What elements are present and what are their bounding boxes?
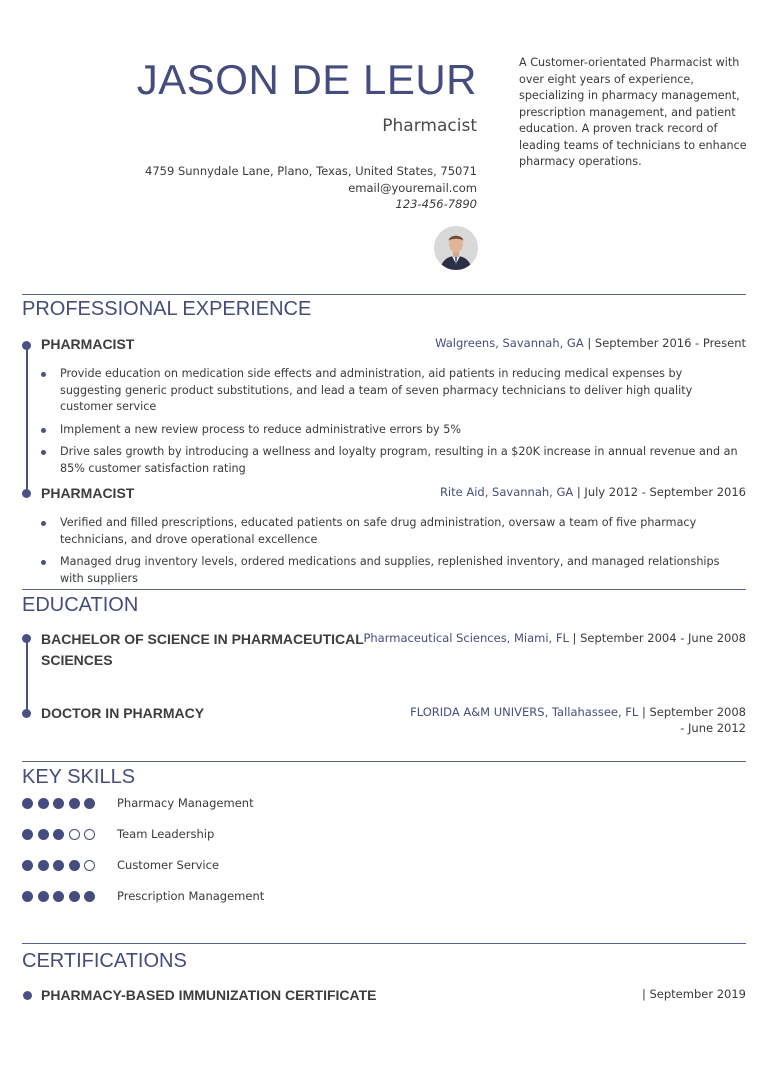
education-meta bbox=[406, 704, 746, 736]
timeline-dot bbox=[22, 489, 31, 498]
rating-dot-empty bbox=[84, 860, 95, 871]
education-timeline bbox=[26, 638, 28, 713]
job-bullets bbox=[41, 366, 746, 477]
rating-dot-filled bbox=[53, 798, 64, 809]
job-dates: | July 2012 - September 2016 bbox=[573, 485, 746, 499]
skill-name: Customer Service bbox=[117, 858, 220, 872]
divider-education bbox=[22, 589, 746, 590]
education-meta bbox=[363, 630, 746, 646]
skill-rating bbox=[22, 860, 112, 872]
rating-dot-filled bbox=[22, 891, 33, 902]
school: Pharmaceutical Sciences, Miami, FL bbox=[363, 631, 569, 645]
degree-title: DOCTOR IN PHARMACY bbox=[41, 705, 205, 721]
candidate-name: JASON DE LEUR bbox=[136, 56, 477, 103]
list-item: Managed drug inventory levels, ordered medications and supplies, replenished inventory, and managed relationships with suppliers bbox=[41, 554, 746, 587]
job-meta bbox=[440, 484, 746, 500]
rating-dot-filled bbox=[38, 891, 49, 902]
phone[interactable]: 123-456-7890 bbox=[395, 197, 477, 211]
rating-dot-filled bbox=[69, 798, 80, 809]
section-title-certifications: CERTIFICATIONS bbox=[22, 950, 187, 972]
rating-dot-empty bbox=[84, 829, 95, 840]
job-dates: | September 2016 - Present bbox=[583, 336, 746, 350]
rating-dot-filled bbox=[22, 860, 33, 871]
contact-block bbox=[145, 163, 477, 213]
skill-rating bbox=[22, 829, 112, 841]
certification-name: PHARMACY-BASED IMMUNIZATION CERTIFICATE bbox=[41, 987, 377, 1003]
skill-rating bbox=[22, 798, 112, 810]
job-title-header: Pharmacist bbox=[382, 116, 477, 136]
school: FLORIDA A&M UNIVERS, Tallahassee, FL bbox=[410, 705, 639, 719]
rating-dot-filled bbox=[38, 860, 49, 871]
rating-dot-filled bbox=[69, 891, 80, 902]
job-bullets bbox=[41, 515, 746, 587]
rating-dot-filled bbox=[53, 829, 64, 840]
rating-dot-filled bbox=[53, 860, 64, 871]
profile-summary: A Customer-orientated Pharmacist with over eight years of experience, specializing in pharmacy management, prescription management, and patient education. A proven track record of leading teams of technicians to enhance pharmacy operations. bbox=[519, 56, 747, 168]
section-title-experience: PROFESSIONAL EXPERIENCE bbox=[22, 298, 312, 320]
job-title: PHARMACIST bbox=[41, 485, 135, 501]
email[interactable]: email@youremail.com bbox=[348, 180, 477, 195]
section-title-education: EDUCATION bbox=[22, 594, 139, 616]
avatar bbox=[434, 226, 478, 270]
timeline-dot bbox=[22, 341, 31, 350]
list-item: Verified and filled prescriptions, educated patients on safe drug administration, oversaw a team of five pharmacy technicians, and drove operational excellence bbox=[41, 515, 746, 548]
education-dates: | September 2008 - June 2012 bbox=[638, 705, 746, 735]
skill-name: Pharmacy Management bbox=[117, 796, 254, 810]
rating-dot-filled bbox=[69, 860, 80, 871]
divider-skills bbox=[22, 761, 746, 762]
divider-experience bbox=[22, 294, 746, 295]
company: Rite Aid, Savannah, GA bbox=[439, 485, 574, 499]
timeline-dot bbox=[22, 634, 31, 643]
timeline-dot bbox=[22, 709, 31, 718]
certification-dot bbox=[23, 991, 32, 1000]
list-item: Drive sales growth by introducing a wellness and loyalty program, resulting in a $20K increase in annual revenue and an 85% customer satisfaction rating bbox=[41, 444, 746, 477]
list-item: Provide education on medication side effects and administration, aid patients in reducing medical expenses by suggesting generic product substitutions, and lead a team of seven pharmacy technicians to deliver high quality customer service bbox=[41, 366, 746, 416]
certification-date: | September 2019 bbox=[641, 987, 746, 1001]
skill-name: Team Leadership bbox=[117, 827, 215, 841]
rating-dot-filled bbox=[38, 829, 49, 840]
list-item: Implement a new review process to reduce administrative errors by 5% bbox=[41, 422, 746, 439]
rating-dot-filled bbox=[38, 798, 49, 809]
job-title: PHARMACIST bbox=[41, 336, 135, 352]
divider-certifications bbox=[22, 943, 746, 944]
job-meta bbox=[435, 335, 746, 351]
rating-dot-filled bbox=[53, 891, 64, 902]
company: Walgreens, Savannah, GA bbox=[435, 336, 584, 350]
experience-timeline bbox=[26, 345, 28, 493]
rating-dot-filled bbox=[22, 798, 33, 809]
degree-title: BACHELOR OF SCIENCE IN PHARMACEUTICAL SCIENCES bbox=[41, 631, 364, 668]
education-dates: | September 2004 - June 2008 bbox=[568, 631, 746, 645]
rating-dot-filled bbox=[84, 798, 95, 809]
rating-dot-filled bbox=[84, 891, 95, 902]
skill-rating bbox=[22, 891, 112, 903]
rating-dot-filled bbox=[22, 829, 33, 840]
address: 4759 Sunnydale Lane, Plano, Texas, United States, 75071 bbox=[145, 164, 477, 178]
avatar-photo bbox=[434, 226, 478, 270]
skill-name: Prescription Management bbox=[117, 889, 265, 903]
rating-dot-empty bbox=[69, 829, 80, 840]
section-title-skills: KEY SKILLS bbox=[22, 766, 136, 788]
